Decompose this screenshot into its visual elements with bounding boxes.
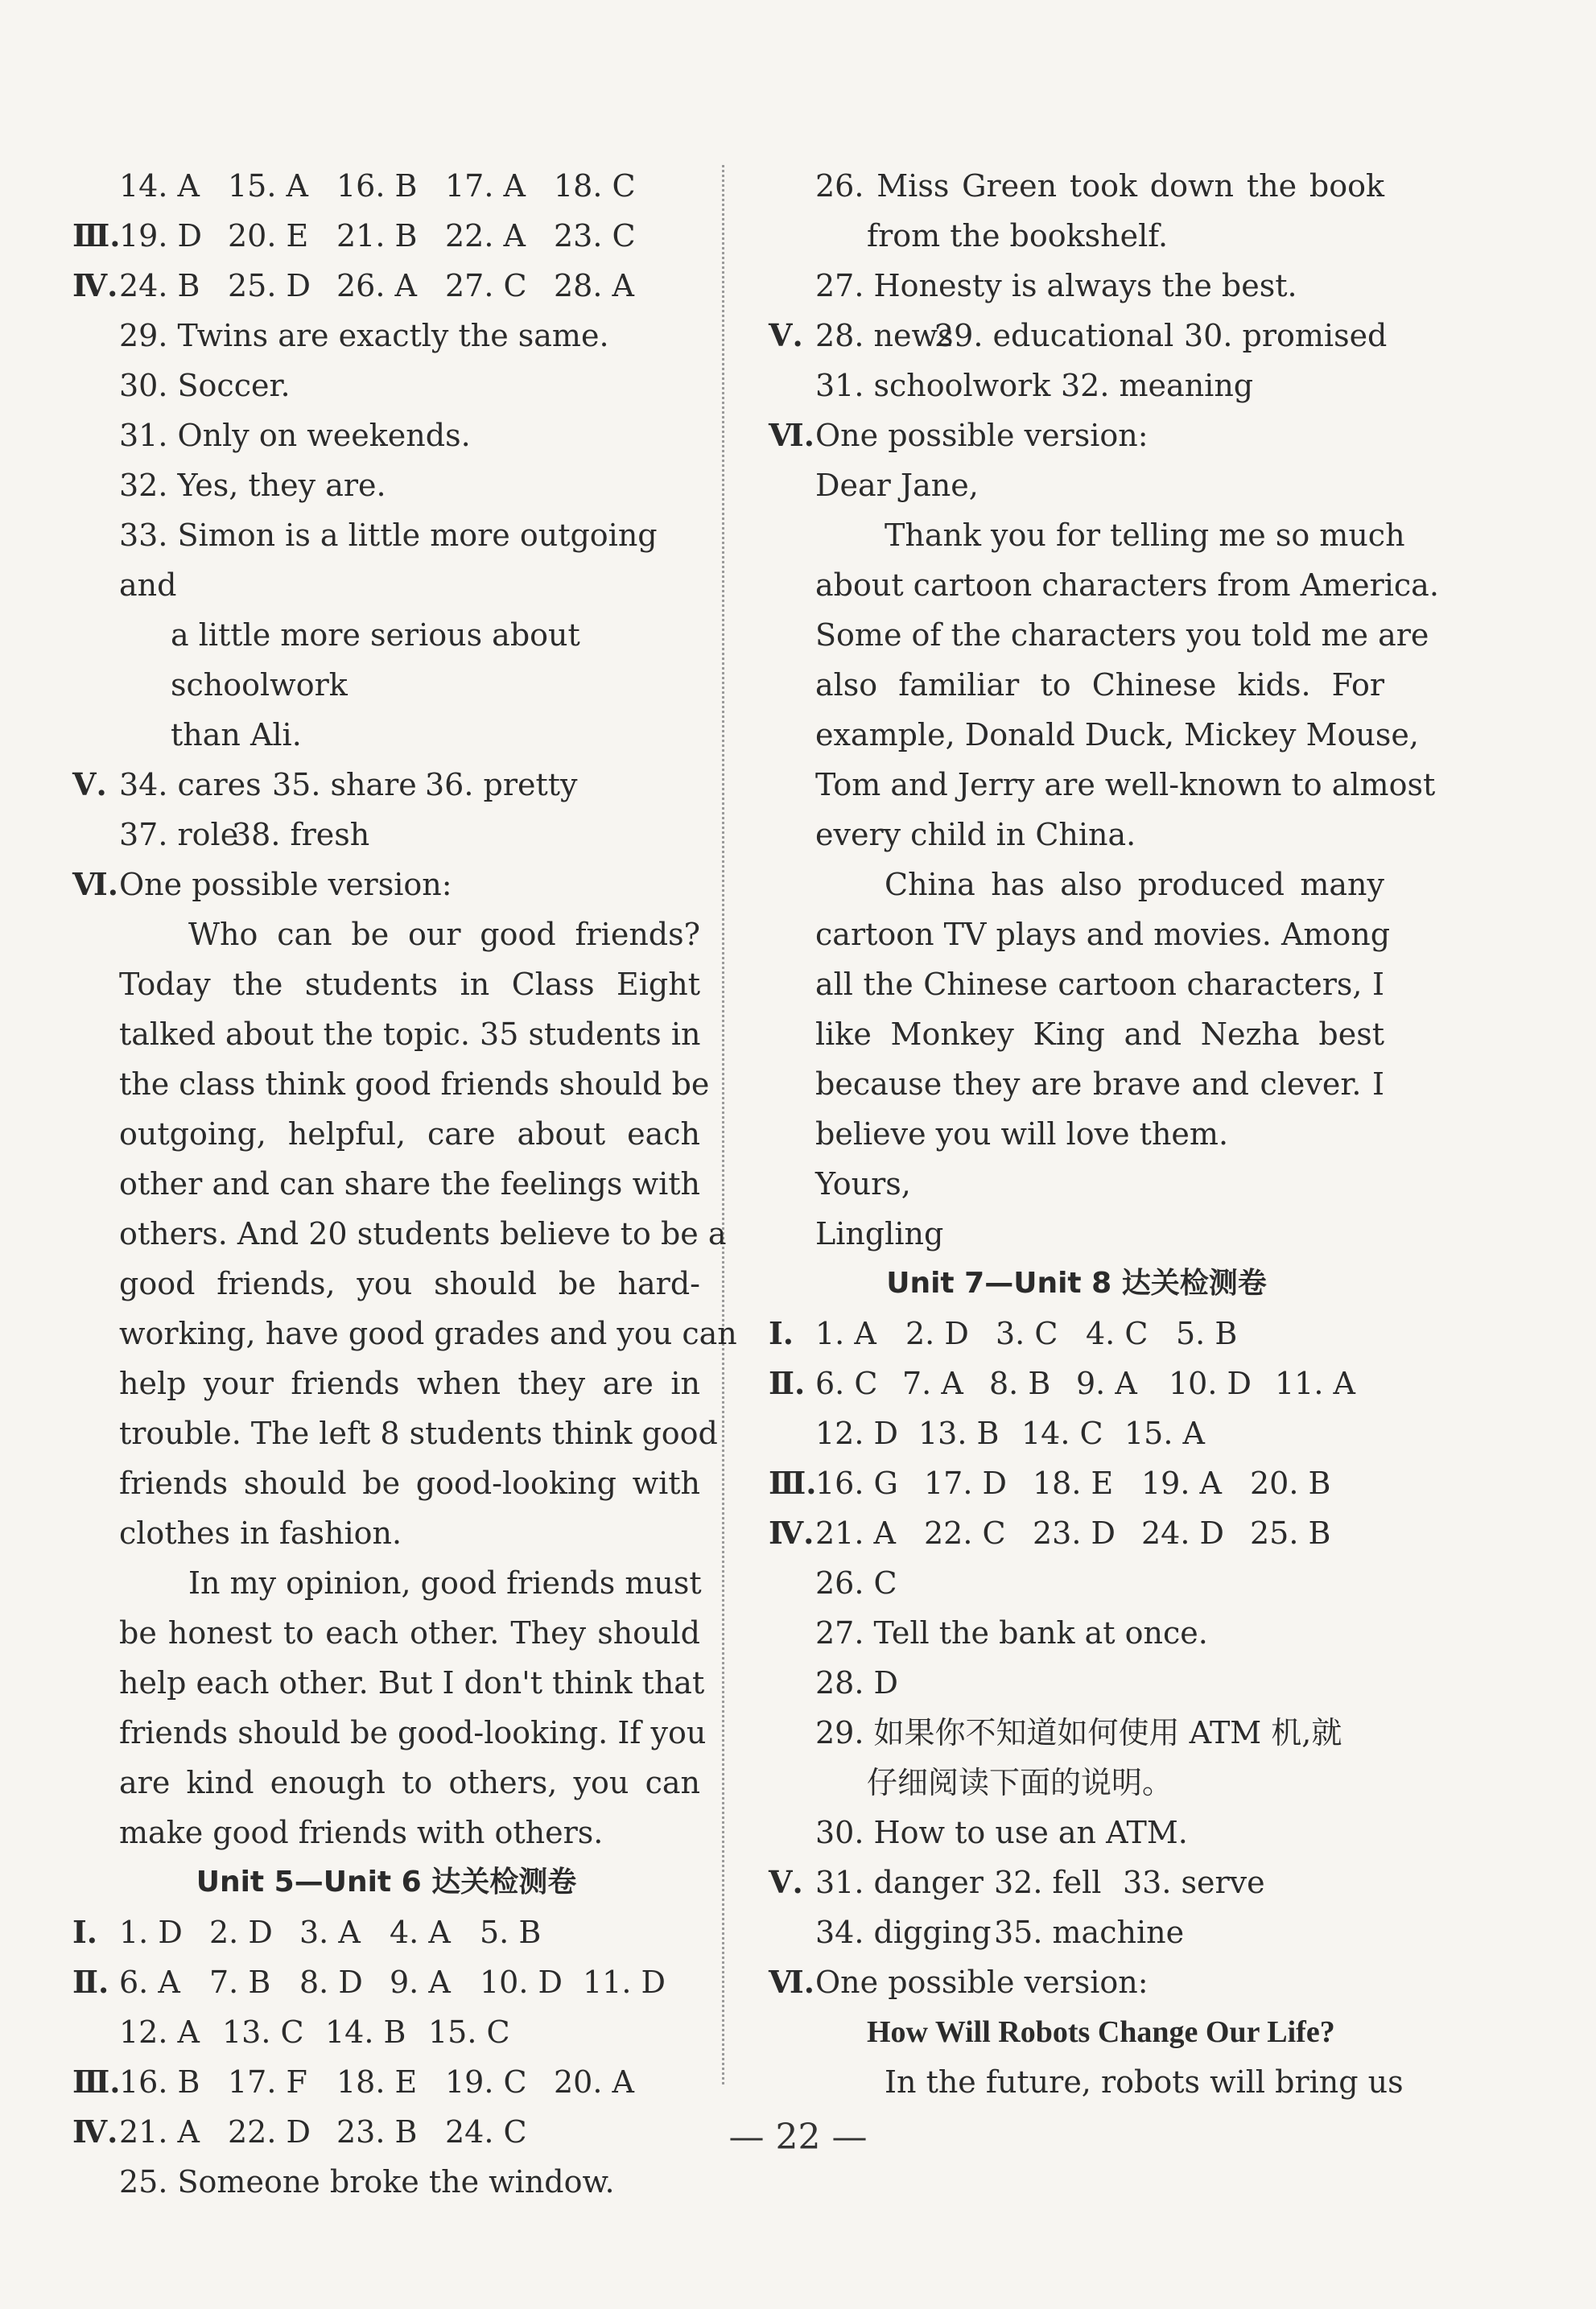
answer-row: Ⅳ. 21. A 22. D 23. B 24. C xyxy=(72,2107,700,2157)
answer-row: Ⅳ. 24. B 25. D 26. A 27. C 28. A xyxy=(72,261,700,311)
answer-row: 12. A 13. C 14. B 15. C xyxy=(119,2014,510,2050)
section-number: Ⅱ. xyxy=(72,1964,109,2000)
answer-row: Ⅰ. 1. A 2. D 3. C 4. C 5. B xyxy=(769,1309,1384,1359)
answer-row: Ⅲ. 16. G 17. D 18. E 19. A 20. B xyxy=(769,1458,1384,1508)
section-number: Ⅲ. xyxy=(769,1465,817,1501)
letter-signature: Lingling xyxy=(815,1216,944,1251)
letter: Dear Jane, Thank you for telling me so much about cartoon characters from America. Some of the characters you told me are also familiar to Chinese kids. For example, Donald Duck, Mickey Mouse, Tom and Jerry are well-known to almost every child in China. China has also produced many cartoon TV plays and movies. Among all the Chinese cartoon characters, I like Monkey King and Nezha best because they are brave and clever. I believe you will love them. Yours, Lingling xyxy=(769,460,1384,1259)
answer-line: 26. Miss Green took down the book xyxy=(815,168,1384,204)
answer-row: Ⅱ. 6. A 7. B 8. D 9. A 10. D 11. D xyxy=(72,1957,700,2007)
answer-row: Ⅳ. 21. A 22. C 23. D 24. D 25. B xyxy=(769,1508,1384,1558)
letter-closing: Yours, xyxy=(815,1166,911,1202)
essay: In the future, robots will bring us xyxy=(885,2064,1404,2100)
section-number: Ⅵ. xyxy=(769,1964,814,2000)
section-number: Ⅰ. xyxy=(72,1914,98,1950)
section-number: Ⅳ. xyxy=(769,1515,814,1551)
section-number: Ⅳ. xyxy=(72,2113,118,2150)
answer-line: 26. C xyxy=(815,1565,897,1601)
section-number: Ⅴ. xyxy=(769,1864,803,1900)
answer-line: 30. How to use an ATM. xyxy=(815,1815,1188,1850)
letter-greeting: Dear Jane, xyxy=(815,468,979,503)
answer-row: Ⅴ. 34. cares 35. share 36. pretty xyxy=(72,760,700,810)
right-column xyxy=(769,161,1439,2107)
section-number: Ⅰ. xyxy=(769,1315,794,1351)
answer-row: 14. A 15. A 16. B 17. A 18. C xyxy=(119,168,636,204)
answer-line: than Ali. xyxy=(171,717,302,752)
essay-title: How Will Robots Change Our Life? xyxy=(867,2015,1335,2049)
answer-row: Ⅴ. 28. news 29. educational 30. promised xyxy=(769,311,1384,361)
answer-row: Ⅵ. One possible version: xyxy=(769,1957,1384,2007)
answer-line: 28. D xyxy=(815,1665,898,1701)
column-divider xyxy=(722,165,724,2084)
section-number: Ⅴ. xyxy=(769,317,803,353)
answer-line: 25. Someone broke the window. xyxy=(119,2164,615,2200)
answer-line: 32. Yes, they are. xyxy=(119,468,386,503)
answer-row: Ⅲ. 19. D 20. E 21. B 22. A 23. C xyxy=(72,211,700,261)
essay: Who can be our good friends? Today the students in Class Eight talked about the topic. 35 students in the class think good friends should be outgoing, helpful, care about each other and can share the feelings with others. And 20 students believe to be a good friends, you should be hard- working, have good grades and you can help your friends when they are in trouble. The left 8 students think good friends should be good-looking with clothes in fashion. In my opinion, good friends must be honest to each other. They should help each other. But I don't think that friends should be good-looking. If you are kind enough to others, you can make good friends with others. xyxy=(119,917,737,1850)
answer-line: from the bookshelf. xyxy=(867,218,1169,254)
unit-heading: Unit 7—Unit 8 达关检测卷 xyxy=(886,1267,1267,1300)
answer-row: Ⅱ. 6. C 7. A 8. B 9. A 10. D 11. A xyxy=(769,1359,1384,1408)
answer-line: 27. Tell the bank at once. xyxy=(815,1615,1208,1651)
left-column xyxy=(72,161,737,2207)
section-number: Ⅴ. xyxy=(72,766,107,802)
answer-line: a little more serious about schoolwork xyxy=(171,617,580,703)
section-number: Ⅲ. xyxy=(72,217,121,254)
answer-row: Ⅵ. One possible version: xyxy=(72,860,700,909)
answer-line: 30. Soccer. xyxy=(119,368,291,403)
page-number: — 22 — xyxy=(728,2117,868,2158)
answer-row: Ⅵ. One possible version: xyxy=(769,410,1384,460)
answer-line: 29. Twins are exactly the same. xyxy=(119,318,609,353)
unit-heading: Unit 5—Unit 6 达关检测卷 xyxy=(196,1866,577,1899)
section-number: Ⅳ. xyxy=(72,267,118,303)
answer-row: 12. D 13. B 14. C 15. A xyxy=(815,1416,1205,1451)
answer-line: 仔细阅读下面的说明。 xyxy=(867,1765,1173,1800)
section-number: Ⅲ. xyxy=(72,2064,121,2100)
answer-line: 33. Simon is a little more outgoing and xyxy=(119,517,658,603)
answer-row: Ⅲ. 16. B 17. F 18. E 19. C 20. A xyxy=(72,2057,700,2107)
answer-row: Ⅴ. 31. danger 32. fell 33. serve xyxy=(769,1858,1384,1907)
answer-row: Ⅰ. 1. D 2. D 3. A 4. A 5. B xyxy=(72,1907,700,1957)
answer-line: 27. Honesty is always the best. xyxy=(815,268,1297,303)
section-number: Ⅵ. xyxy=(769,417,814,453)
answer-line: 31. Only on weekends. xyxy=(119,418,471,453)
section-number: Ⅵ. xyxy=(72,866,118,902)
answer-row: 37. role 38. fresh xyxy=(119,817,370,852)
answer-line: 29. 如果你不知道如何使用 ATM 机,就 xyxy=(815,1715,1342,1750)
answer-row: 34. digging 35. machine xyxy=(815,1915,1185,1950)
section-number: Ⅱ. xyxy=(769,1365,806,1401)
answer-row: 31. schoolwork 32. meaning xyxy=(815,368,1254,403)
